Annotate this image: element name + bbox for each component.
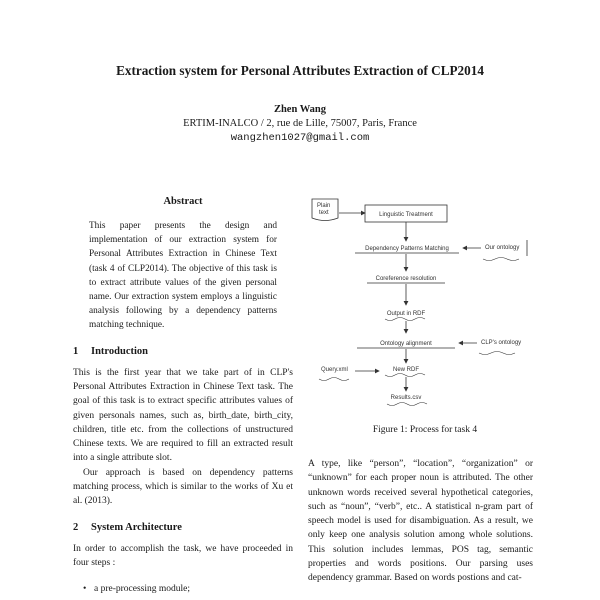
node-plain-text-line-2: text	[319, 210, 329, 216]
section-number: 1	[73, 345, 79, 357]
process-flow-diagram	[305, 193, 545, 423]
node-our-ontology: Our ontology	[485, 245, 520, 251]
introduction-paragraph-2: Our approach is based on dependency patterns matching process, which is similar to the works of Xu et al. (2013).	[73, 467, 293, 507]
right-column-paragraph: A type, like “person”, “location”, “organization” or “unknown” for each proper noun is attributed. The other unknown words received several hypothetical categories, such as “noun”, “verb”, etc.. A statistical n-gram part of speech model is used for disambiguation. As a result, we only keep one analysis solution among whole solutions. This solution includes lemmas, POS tag, semantic properties and words positions. Our parsing uses dependency grammar. Based on words postions and cat-	[308, 459, 533, 584]
node-clp-ontology: CLP's ontology	[481, 340, 522, 346]
introduction-paragraph-1: This is the first year that we take part of in CLP's Personal Attributes Extraction in Chinese Text task. The goal of this task is to extract specific attributes values of given personals names, such as, birth_date, birth_city, children, title etc. from the collections of unstructured Chinese texts. We are required to fill an extracted result into a single attribute slot.	[73, 367, 293, 464]
architecture-bullet-1	[73, 582, 293, 596]
output-rdf-wave	[385, 318, 425, 321]
paper-title: Extraction system for Personal Attributes Extraction of CLP2014	[116, 63, 484, 78]
node-plain-text-line-1: Plain	[317, 203, 331, 209]
node-linguistic-treatment: Linguistic Treatment	[379, 212, 433, 218]
abstract-text: This paper presents the design and implementation of our extraction system for Personal Attributes Extraction in Chinese Text (task 4 of CLP2014). The objective of this task is to extract attribute values of the given personal name. Our extraction system employs a linguistic analysis following by a dependency patterns matching technique.	[89, 221, 277, 331]
figure-1	[305, 193, 545, 438]
our-ontology-wave	[483, 258, 519, 261]
new-rdf-wave	[385, 374, 425, 377]
node-coreference-resolution: Coreference resolution	[375, 276, 437, 282]
author-name: Zhen Wang	[273, 104, 327, 115]
left-column	[73, 195, 293, 596]
section-architecture-heading	[73, 521, 293, 535]
node-query-xml: Query.xml	[321, 367, 348, 373]
section-title: Introduction	[91, 345, 148, 357]
figure-caption: Figure 1: Process for task 4	[372, 425, 478, 435]
node-results-csv: Results.csv	[390, 395, 422, 401]
bullet-icon: •	[83, 584, 87, 595]
section-number: 2	[73, 521, 79, 533]
node-new-rdf: New RDF	[392, 367, 420, 373]
author-email: wangzhen1027@gmail.com	[230, 132, 370, 144]
bullet-text: a pre-processing module;	[94, 584, 191, 595]
node-plain-text	[317, 203, 332, 216]
query-xml-wave	[319, 378, 349, 381]
node-ontology-alignment: Ontology alignment	[380, 341, 432, 347]
node-output-in-rdf: Output in RDF	[386, 311, 426, 317]
node-dependency-patterns-matching: Dependency Patterns Matching	[365, 246, 449, 252]
right-column	[308, 457, 533, 586]
section-title: System Architecture	[91, 521, 182, 533]
section-introduction-heading	[73, 345, 293, 359]
abstract-heading: Abstract	[163, 196, 203, 207]
results-csv-wave	[387, 403, 427, 406]
architecture-paragraph-1: In order to accomplish the task, we have proceeded in four steps :	[73, 543, 293, 568]
clp-ontology-wave	[479, 352, 515, 355]
author-affiliation: ERTIM-INALCO / 2, rue de Lille, 75007, Paris, France	[183, 118, 417, 129]
